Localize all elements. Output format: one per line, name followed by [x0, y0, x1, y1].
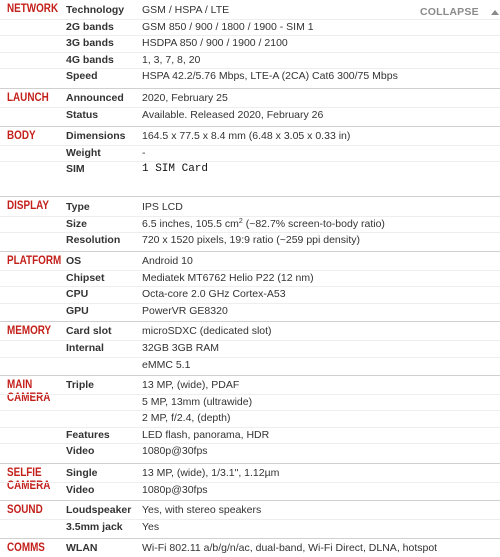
spec-label: OS — [66, 254, 82, 267]
spec-value: 6.5 inches, 105.5 $cm^2$ (~82.7% screen-to-body ratio) — [142, 217, 385, 230]
spec-row — [0, 443, 500, 460]
spec-row — [0, 410, 500, 427]
spec-row — [0, 479, 500, 499]
spec-label: CPU — [66, 288, 89, 301]
section-title-network: NETWORK — [7, 3, 59, 15]
section-title-comms: COMMS — [7, 542, 45, 555]
section-platform — [0, 251, 500, 319]
section-title-line: CAMERA — [7, 391, 51, 404]
spec-row — [0, 52, 500, 69]
spec-row — [0, 357, 500, 374]
spec-label: Resolution — [66, 234, 121, 247]
spec-label: 3G bands — [66, 37, 114, 50]
spec-label: 3.5mm jack — [66, 520, 123, 533]
spec-value: 2020, February 25 — [142, 91, 228, 104]
spec-value: 1 SIM Card — [142, 163, 209, 176]
spec-value: IPS LCD — [142, 201, 183, 214]
spec-label: Type — [66, 201, 90, 214]
section-launch — [0, 88, 500, 123]
spec-row — [0, 145, 500, 162]
spec-value: microSDXC (dedicated slot) — [142, 325, 272, 338]
spec-row — [0, 91, 500, 107]
spec-value: 5 MP, 13mm (ultrawide) — [142, 395, 253, 408]
collapse-button[interactable] — [420, 6, 500, 20]
section-sound — [0, 500, 500, 535]
section-title-line: SELFIE — [7, 467, 42, 480]
spec-value: - — [142, 146, 146, 159]
spec-label: Status — [66, 108, 99, 121]
section-title-display: DISPLAY — [7, 200, 49, 213]
spec-value: Yes — [142, 520, 160, 533]
spec-label: Features — [66, 428, 110, 441]
spec-value: eMMC 5.1 — [142, 358, 191, 371]
spec-label: WLAN — [66, 542, 98, 555]
spec-value: PowerVR GE8320 — [142, 304, 228, 317]
spec-value: Octa-core 2.0 GHz Cortex-A53 — [142, 288, 286, 301]
spec-value: 1080p@30fps — [142, 483, 208, 496]
spec-value: HSDPA 850 / 900 / 1900 / 2100 — [142, 37, 288, 50]
spec-label: Weight — [66, 146, 101, 159]
spec-row — [0, 541, 500, 557]
spec-label: 2G bands — [66, 20, 114, 33]
section-title-launch: LAUNCH — [7, 91, 49, 104]
spec-value: HSPA 42.2/5.76 Mbps, LTE-A (2CA) Cat6 300/75 Mbps — [142, 70, 398, 83]
spec-label: Video — [66, 445, 95, 458]
section-title-body: BODY — [7, 130, 36, 143]
spec-label: Single — [66, 467, 98, 480]
spec-row — [0, 129, 500, 145]
spec-label: 4G bands — [66, 53, 114, 66]
spec-label: GPU — [66, 304, 89, 317]
spec-value: 1080p@30fps — [142, 445, 208, 458]
spec-label: Size — [66, 217, 88, 230]
spec-row — [0, 232, 500, 249]
spec-value: 13 MP, (wide), PDAF — [142, 379, 240, 392]
spec-row — [0, 68, 500, 85]
collapse-label: COLLAPSE — [420, 6, 479, 18]
spec-row — [0, 519, 500, 536]
spec-label: Triple — [66, 379, 95, 392]
spec-row — [0, 378, 500, 394]
spec-value: LED flash, panorama, HDR — [142, 428, 270, 441]
section-title-platform: PLATFORM — [7, 254, 62, 267]
section-title-line: CAMERA — [7, 479, 51, 492]
spec-row — [0, 466, 500, 482]
spec-row — [0, 161, 500, 178]
spec-label: Internal — [66, 341, 104, 354]
spec-row — [0, 391, 500, 411]
spec-value: 2 MP, f/2.4, (depth) — [142, 412, 231, 425]
spec-row — [0, 35, 500, 52]
spec-value: Yes, with stereo speakers — [142, 504, 262, 517]
spec-row — [0, 254, 500, 270]
spec-row — [0, 340, 500, 357]
spec-value: GSM / HSPA / LTE — [142, 4, 230, 16]
section-title-line: MAIN — [7, 379, 33, 392]
spec-row — [0, 427, 500, 444]
section-selfie-camera — [0, 463, 500, 500]
spec-label: Video — [66, 483, 95, 496]
spec-label: Loudspeaker — [66, 504, 132, 517]
section-main-camera — [0, 375, 500, 460]
spec-row — [0, 270, 500, 287]
section-body — [0, 126, 500, 196]
spec-value: 720 x 1520 pixels, 19:9 ratio (~259 ppi density) — [142, 234, 361, 247]
spec-label: Speed — [66, 70, 98, 83]
spec-label: Dimensions — [66, 130, 126, 143]
spec-value: Available. Released 2020, February 26 — [142, 108, 324, 121]
section-title-memory: MEMORY — [7, 325, 52, 338]
spec-value: GSM 850 / 900 / 1800 / 1900 - SIM 1 — [142, 20, 314, 33]
section-title-sound: SOUND — [7, 504, 43, 517]
section-display — [0, 196, 500, 249]
spec-label: Card slot — [66, 325, 112, 338]
spec-row — [0, 19, 500, 36]
section-comms — [0, 538, 500, 557]
spec-value: 13 MP, (wide), 1/3.1", 1.12µm — [142, 467, 280, 480]
spec-row — [0, 503, 500, 519]
spec-row — [0, 216, 500, 233]
spec-row — [0, 200, 500, 216]
spec-row — [0, 107, 500, 124]
spec-value: 164.5 x 77.5 x 8.4 mm (6.48 x 3.05 x 0.33 in) — [142, 130, 351, 143]
spec-label: Technology — [66, 4, 125, 16]
spec-label: Announced — [66, 91, 124, 104]
spec-value: 1, 3, 7, 8, 20 — [142, 53, 201, 66]
spec-label: SIM — [66, 163, 85, 176]
spec-label: Chipset — [66, 271, 105, 284]
spec-row — [0, 303, 500, 320]
spec-value: 32GB 3GB RAM — [142, 341, 220, 354]
spec-value: Android 10 — [142, 254, 193, 267]
section-memory — [0, 321, 500, 373]
spec-row — [0, 286, 500, 303]
spec-value: Wi-Fi 802.11 a/b/g/n/ac, dual-band, Wi-Fi Direct, DLNA, hotspot — [142, 542, 438, 555]
spec-value: Mediatek MT6762 Helio P22 (12 nm) — [142, 271, 314, 284]
spec-row — [0, 324, 500, 340]
